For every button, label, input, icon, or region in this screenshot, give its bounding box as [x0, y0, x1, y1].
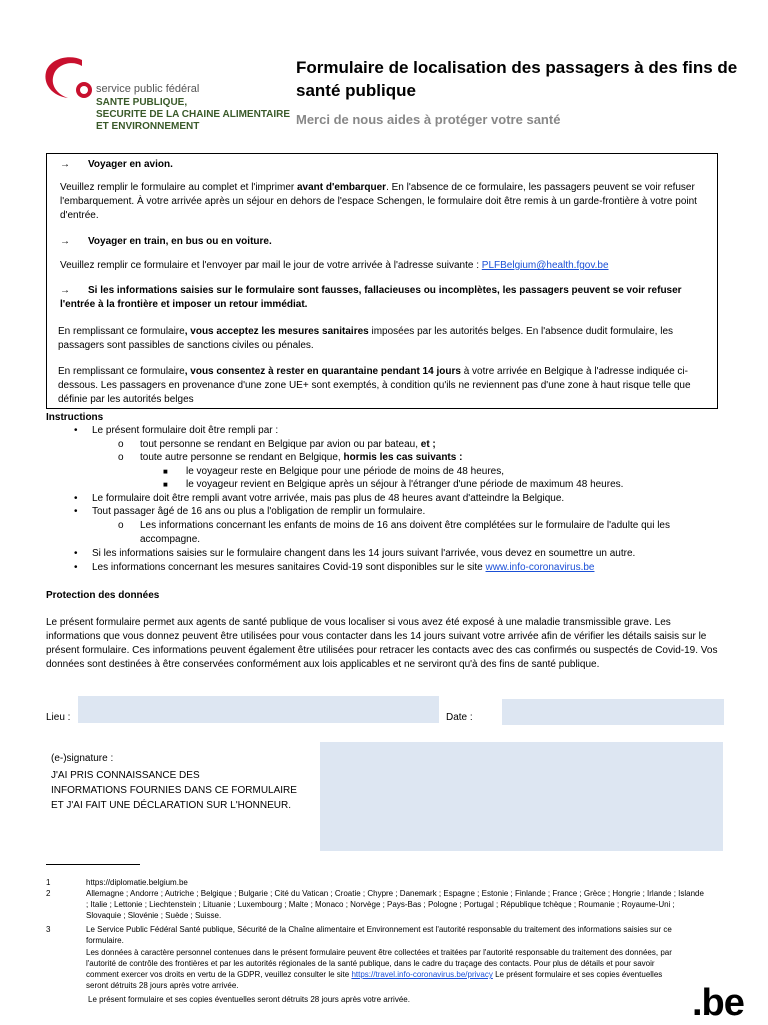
bullet-icon: • — [74, 493, 78, 504]
instruction-4: Si les informations saisies sur le formulaire changent dans les 14 jours suivant l'arrivée, vous devez en soumettre un autre. — [92, 548, 636, 559]
be-logo: .be — [692, 982, 744, 1024]
footnote-3-details: Les données à caractère personnel contenues dans le présent formulaire peuvent être collectées et traitées par l'autorité responsable du traitement des données, par l'autorité de contrôle des frontières et par les autorités régionales de la santé publique, dans le cadre du traçage des contacts. Pour plus de détails et pour savoir comment exercer vos droits en vertu de la GDPR, veuillez consulter le site https://travel.info-coronavirus.be/privacy Le présent formulaire et ses copies éventuelles seront détruits 28 jours après votre arrivée. — [86, 948, 672, 990]
footnote-1: https://diplomatie.belgium.be — [86, 878, 188, 887]
plane-heading: → Voyager en avion. — [60, 159, 173, 170]
square-bullet-icon: ■ — [163, 480, 168, 489]
page-title: Formulaire de localisation des passagers à des fins de santé publique — [296, 58, 738, 100]
accept-measures-text: En remplissant ce formulaire, vous acceptez les mesures sanitaires imposées par les autorités belges. En l'absence dudit formulaire, les passagers sont passibles de sanctions civiles ou pénales. — [58, 326, 674, 351]
circle-bullet-icon: o — [118, 439, 124, 450]
square-bullet-icon: ■ — [163, 467, 168, 476]
email-link[interactable]: PLFBelgium@health.fgov.be — [481, 260, 609, 271]
instruction-1b-ii: le voyageur revient en Belgique après un séjour à l'étranger d'une période de maximum 48 heures. — [186, 479, 624, 490]
quarantine-text: En remplissant ce formulaire, vous consentez à rester en quarantaine pendant 14 jours à votre arrivée en Belgique à l'adresse indiquée ci-dessous. Les passagers en provenance d'une zone UE+ sont exemptés, à condition qu'ils ne reviennent pas d'une zone à haut risque telle que définie par les autorités belges — [58, 366, 691, 405]
footnote-number: 2 — [46, 889, 51, 898]
train-text: Veuillez remplir ce formulaire et l'envoyer par mail le jour de votre arrivée à l'adresse suivante : PLFBelgium@health.fgov.be — [60, 260, 609, 271]
bullet-icon: • — [74, 562, 78, 573]
bullet-icon: • — [74, 506, 78, 517]
footnote-3: Le Service Public Fédéral Santé publique, Sécurité de la Chaîne alimentaire et Environnement est l'autorité responsable du traitement des informations saisies sur ce formulaire. — [86, 925, 672, 945]
date-label: Date : — [446, 712, 473, 723]
instruction-3a: Les informations concernant les enfants de moins de 16 ans doivent être complétées sur le formulaire de l'adulte qui les accompagne. — [140, 520, 670, 545]
date-field[interactable] — [502, 699, 724, 725]
instruction-1b: toute autre personne se rendant en Belgique, hormis les cas suivants : — [140, 452, 463, 463]
lieu-field[interactable] — [78, 696, 439, 723]
instruction-2: Le formulaire doit être rempli avant votre arrivée, mais pas plus de 48 heures avant d'atteindre la Belgique. — [92, 493, 565, 504]
footnote-2: Allemagne ; Andorre ; Autriche ; Belgique ; Bulgarie ; Cité du Vatican ; Croatie ; Chypre ; Danemark ; Espagne ; Estonie ; Finlande ; France ; Grèce ; Hongrie ; Irlande ; Islande ; Italie ; Lettonie ; Liechtenstein ; Lituanie ; Luxembourg ; Malte ; Monaco ; Norvège ; Pays-Bas ; Pologne ; Portugal ; République tchèque ; Roumanie ; Royaume-Uni ; Slovaquie ; Slovénie ; Suède ; Suisse. — [86, 889, 704, 920]
footnote-3-retention: Le présent formulaire et ses copies éventuelles seront détruits 28 jours après votre arrivée. — [88, 995, 410, 1004]
bullet-icon: • — [74, 548, 78, 559]
footnote-divider — [46, 864, 140, 865]
privacy-link[interactable]: https://travel.info-coronavirus.be/privacy — [351, 970, 493, 979]
footnote-number: 1 — [46, 878, 51, 887]
data-protection-text: Le présent formulaire permet aux agents de santé publique de vous localiser si vous avez été exposé à une maladie transmissible grave. Les informations que vous donnez peuvent être utilisées pour vous contacter dans les 14 jours suivant votre arrivée afin de vérifier les détails saisis sur le présent formulaire. Ces informations peuvent également être utilisées pour retracer les contacts avec des cas confirmés ou suspectés de Covid-19. Vos données sont destinées à être conservées conformément aux lois applicables et ne serviront qu'à des fins de santé publique. — [46, 617, 718, 670]
circle-bullet-icon: o — [118, 452, 124, 463]
declaration-text: J'AI PRIS CONNAISSANCE DES INFORMATIONS FOURNIES DANS CE FORMULAIRE ET J'AI FAIT UNE DÉCLARATION SUR L'HONNEUR. — [51, 770, 297, 811]
lieu-label: Lieu : — [46, 712, 71, 723]
page-subtitle: Merci de nous aides à protéger votre santé — [296, 112, 561, 127]
arrow-right-icon: → — [60, 236, 70, 247]
signature-field[interactable] — [320, 742, 723, 851]
instruction-5: Les informations concernant les mesures sanitaires Covid-19 sont disponibles sur le site www.info-coronavirus.be — [92, 562, 595, 573]
data-protection-heading: Protection des données — [46, 590, 160, 601]
arrow-right-icon: → — [60, 159, 70, 170]
spf-logo-icon — [42, 52, 98, 104]
train-heading: → Voyager en train, en bus ou en voiture. — [60, 236, 272, 247]
instructions-heading: Instructions — [46, 412, 104, 423]
arrow-right-icon: → — [60, 285, 70, 296]
instruction-1a: tout personne se rendant en Belgique par avion ou par bateau, et ; — [140, 439, 436, 450]
instruction-3: Tout passager âgé de 16 ans ou plus a l'obligation de remplir un formulaire. — [92, 506, 426, 517]
footnote-number: 3 — [46, 925, 51, 934]
instruction-1b-i: le voyageur reste en Belgique pour une période de moins de 48 heures, — [186, 466, 504, 477]
info-coronavirus-link[interactable]: www.info-coronavirus.be — [485, 562, 595, 573]
bullet-icon: • — [74, 425, 78, 436]
org-subtitle: SANTE PUBLIQUE, SECURITE DE LA CHAINE ALIMENTAIRE ET ENVIRONNEMENT — [96, 97, 291, 132]
false-info-warning: → Si les informations saisies sur le formulaire sont fausses, fallacieuses ou incomplètes, les passagers peuvent se voir refuser l'entrée à la frontière et imposer un retour immédiat. — [60, 285, 682, 310]
org-name: service public fédéral — [96, 83, 200, 95]
signature-label: (e-)signature : — [51, 753, 114, 764]
plane-text: Veuillez remplir le formulaire au complet et l'imprimer avant d'embarquer. En l'absence de ce formulaire, les passagers peuvent se voir refuser l'embarquement. À votre arrivée après un séjour en dehors de l'espace Schengen, le formulaire doit être remis à un garde-frontière à votre point d'entrée. — [60, 182, 697, 221]
circle-bullet-icon: o — [118, 520, 124, 531]
instruction-1: Le présent formulaire doit être rempli par : — [92, 425, 279, 436]
